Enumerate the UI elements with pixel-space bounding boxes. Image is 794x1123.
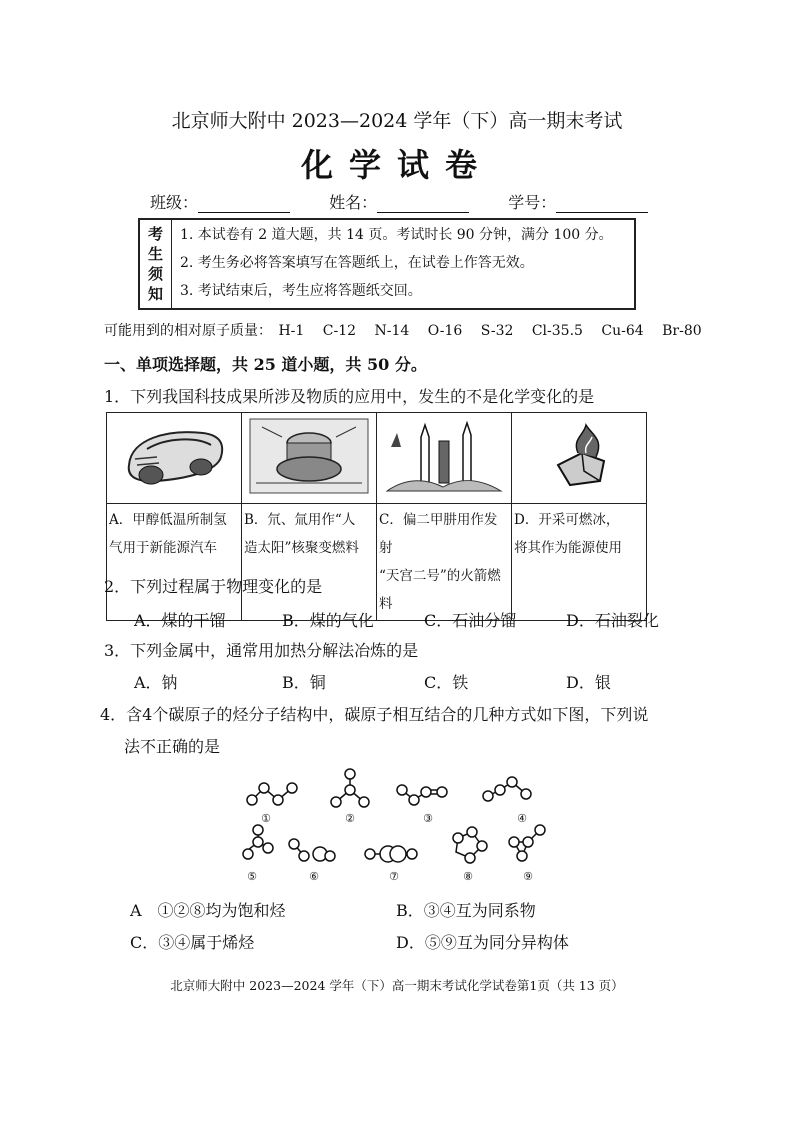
diagram-label: ⑥ [309, 870, 319, 883]
q3-stem: 3．下列金属中，通常用加热分解法冶炼的是 [104, 641, 419, 660]
q1-option-b[interactable]: B．氘、氚用作“人 造太阳”核聚变燃料 [242, 504, 377, 621]
atomic-mass-item: O-16 [427, 323, 463, 339]
atomic-mass-item: N-14 [374, 323, 410, 339]
q1-option-c[interactable]: C．偏二甲肼用作发射 “天宫二号”的火箭燃料 [377, 504, 512, 621]
page-footer: 北京师大附中 2023—2024 学年（下）高一期末考试化学试卷第1页（共 13 页） [170, 978, 624, 993]
atomic-mass-item: Cu-64 [601, 323, 644, 339]
structure-6 [289, 839, 335, 861]
name-label: 姓名： [329, 193, 378, 212]
structure-4 [483, 777, 531, 801]
rocket-launch-icon [377, 413, 511, 499]
q3-option-d[interactable]: D．银 [566, 673, 611, 692]
diagram-label: ③ [423, 812, 433, 825]
structure-1 [247, 783, 297, 805]
structure-8 [453, 827, 487, 863]
q2-option-a[interactable]: A．煤的干馏 [134, 611, 226, 630]
structure-9 [509, 825, 545, 861]
exam-title: 北京师大附中 2023—2024 学年（下）高一期末考试 [171, 110, 623, 132]
atomic-mass-item: C-12 [322, 323, 357, 339]
atomic-mass-item: Cl-35.5 [531, 323, 583, 339]
subject-title: 化学试卷 [300, 146, 493, 184]
atomic-masses-label: 可能用到的相对原子质量： [104, 323, 272, 339]
class-label: 班级： [150, 193, 199, 212]
diagram-label: ⑦ [389, 870, 399, 883]
q4-option-a[interactable]: A ①②⑧均为饱和烃 [130, 901, 286, 920]
q1-stem: 1．下列我国科技成果所涉及物质的应用中，发生的不是化学变化的是 [104, 387, 595, 406]
student-id-label: 学号： [508, 193, 557, 212]
q4-option-d[interactable]: D．⑤⑨互为同分异构体 [396, 933, 569, 952]
atomic-mass-item: S-32 [480, 323, 514, 339]
notice-line: 1. 本试卷有 2 道大题，共 14 页。考试时长 90 分钟，满分 100 分。 [180, 227, 613, 243]
class-blank[interactable] [198, 196, 290, 213]
atomic-mass-item: H-1 [278, 323, 305, 339]
q3-option-a[interactable]: A．钠 [134, 673, 178, 692]
q1-option-a[interactable]: A．甲醇低温所制氢 气用于新能源汽车 [107, 504, 242, 621]
q3-option-b[interactable]: B．铜 [282, 673, 326, 692]
structure-3 [397, 785, 447, 805]
q2-option-c[interactable]: C．石油分馏 [424, 611, 517, 630]
notice-line: 2. 考生务必将答案填写在答题纸上，在试卷上作答无效。 [180, 255, 534, 271]
carbon-skeleton-diagram [222, 762, 562, 892]
q3-option-c[interactable]: C．铁 [424, 673, 469, 692]
name-blank[interactable] [377, 196, 469, 213]
structure-2 [331, 769, 369, 807]
q4-stem-line2: 法不正确的是 [124, 737, 221, 756]
q1-image-a [107, 413, 242, 504]
q1-option-d[interactable]: D．开采可燃冰， 将其作为能源使用 [512, 504, 647, 621]
student-id-blank[interactable] [556, 196, 648, 213]
notice-side-label: 考 生 须 知 [140, 220, 172, 308]
diagram-label: ⑤ [247, 870, 257, 883]
hydrogen-car-icon [107, 413, 241, 499]
diagram-label: ① [261, 812, 271, 825]
q2-option-b[interactable]: B．煤的气化 [282, 611, 374, 630]
diagram-label: ② [345, 812, 355, 825]
q1-image-c [377, 413, 512, 504]
student-info-fields [150, 190, 682, 213]
atomic-mass-item: Br-80 [662, 323, 702, 339]
diagram-label: ⑧ [463, 870, 473, 883]
fusion-reactor-icon [242, 413, 376, 499]
atomic-masses [104, 320, 716, 340]
exam-notice-box [138, 218, 636, 310]
q4-stem-line1: 4．含4个碳原子的烃分子结构中，碳原子相互结合的几种方式如下图，下列说 [100, 705, 649, 724]
burning-ice-icon [512, 413, 646, 499]
section-heading: 一、单项选择题，共 25 道小题，共 50 分。 [104, 355, 427, 374]
q4-option-c[interactable]: C．③④属于烯烃 [130, 933, 255, 952]
structure-7 [365, 846, 417, 862]
diagram-label: ⑨ [523, 870, 533, 883]
q1-image-d [512, 413, 647, 504]
notice-line: 3. 考试结束后，考生应将答题纸交回。 [180, 283, 422, 299]
q2-stem: 2．下列过程属于物理变化的是 [104, 577, 323, 596]
q1-image-b [242, 413, 377, 504]
diagram-label: ④ [517, 812, 527, 825]
q4-option-b[interactable]: B．③④互为同系物 [396, 901, 536, 920]
q2-option-d[interactable]: D．石油裂化 [566, 611, 659, 630]
structure-5 [243, 825, 273, 859]
